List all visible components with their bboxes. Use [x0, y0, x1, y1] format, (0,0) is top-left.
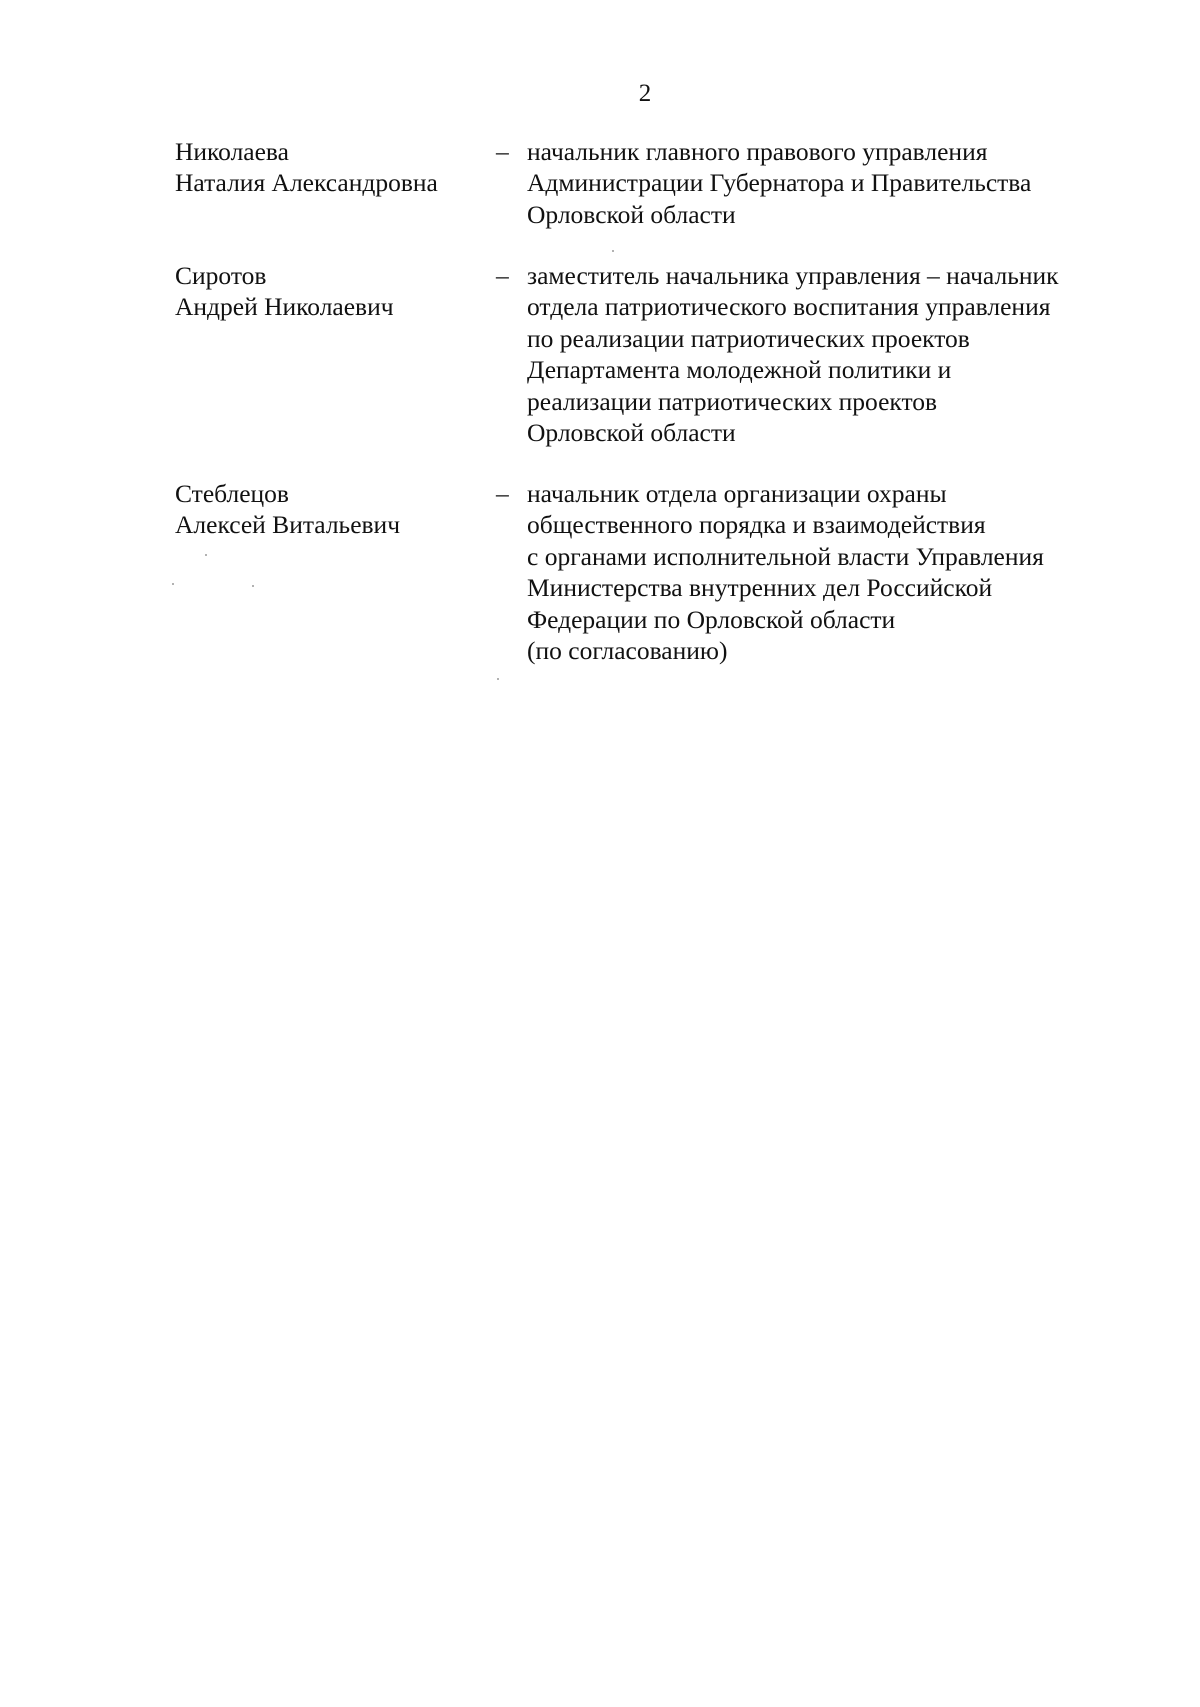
position-line: Орловской области — [527, 418, 736, 448]
position-line: Орловской области — [527, 199, 736, 229]
position-line: Администрации Губернатора и Правительства — [527, 168, 1032, 198]
person-given-names: Алексей Витальевич — [175, 510, 401, 540]
person-name — [175, 136, 495, 199]
person-given-names: Андрей Николаевич — [175, 292, 394, 322]
dash-separator: – — [496, 479, 509, 508]
position-line: (по согласованию) — [527, 636, 728, 666]
dash-separator: – — [496, 137, 509, 166]
scan-speck — [205, 554, 207, 556]
position-line: по реализации патриотических проектов — [527, 323, 970, 353]
position-line: Федерации по Орловской области — [527, 604, 896, 634]
person-position — [527, 260, 1147, 448]
scan-speck — [172, 583, 174, 585]
position-line: Министерства внутренних дел Российской — [527, 573, 993, 603]
person-position — [527, 136, 1147, 230]
position-line: общественного порядка и взаимодействия — [527, 510, 986, 540]
person-position — [527, 478, 1147, 666]
person-given-names: Наталия Александровна — [175, 168, 438, 198]
position-line: с органами исполнительной власти Управления — [527, 541, 1044, 571]
scan-speck — [252, 585, 254, 587]
person-surname: Сиротов — [175, 261, 267, 290]
dash-separator: – — [496, 261, 509, 290]
position-line: начальник главного правового управления — [527, 137, 988, 166]
position-line: реализации патриотических проектов — [527, 386, 938, 416]
scan-speck — [497, 678, 499, 680]
position-line: Департамента молодежной политики и — [527, 355, 952, 385]
person-surname: Стеблецов — [175, 479, 289, 508]
page-number: 2 — [638, 80, 652, 107]
position-line: заместитель начальника управления – начальник — [527, 261, 1059, 290]
scan-speck — [612, 250, 614, 252]
person-surname: Николаева — [175, 137, 289, 166]
position-line: начальник отдела организации охраны — [527, 479, 947, 508]
person-name — [175, 478, 495, 541]
position-line: отдела патриотического воспитания управления — [527, 292, 1051, 322]
person-name — [175, 260, 495, 323]
